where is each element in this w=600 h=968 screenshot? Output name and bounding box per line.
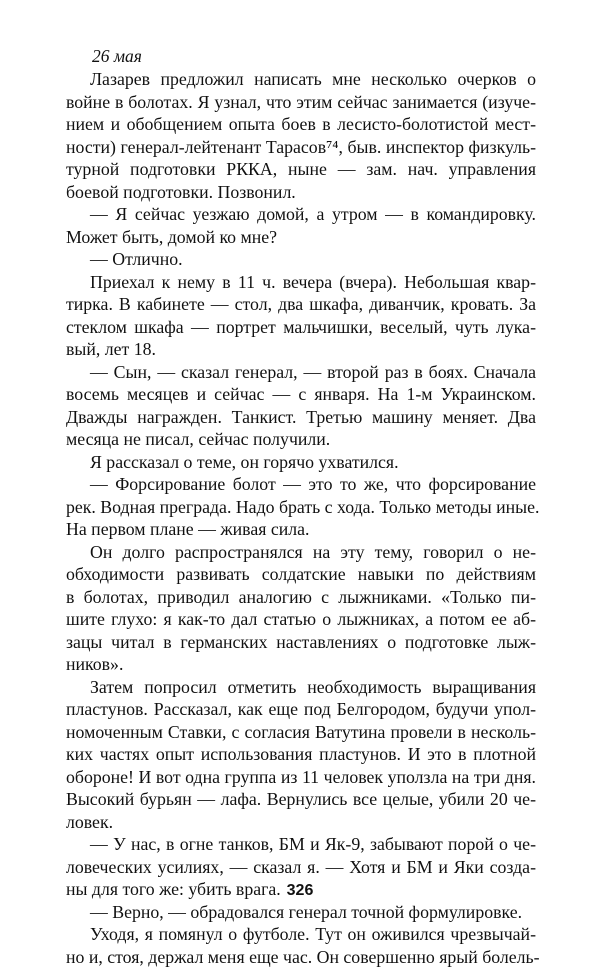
text-line: месяца не писал, сейчас получили. [66,428,536,451]
text-block [66,68,536,968]
text-line: — Верно, — обрадовался генерал точной формулировке. [66,901,536,924]
text-line: Лазарев предложил написать мне несколько очерков о [66,68,536,91]
text-line: восемь месяцев и сейчас — с января. На 1-м Украинском. [66,383,536,406]
text-line: обходимости развивать солдатские навыки по действиям [66,563,536,586]
text-line: Я рассказал о теме, он горячо ухватился. [66,451,536,474]
text-line: ны для того же: убить врага. [66,878,536,901]
text-line: зацы читал в германских наставлениях о подготовке лыж- [66,631,536,654]
text-line: ловеческих усилиях, — сказал я. — Хотя и БМ и Яки созда- [66,856,536,879]
entry-date: 26 мая [92,44,536,68]
text-line: обороне! И вот одна группа из 11 человек уползла на три дня. [66,766,536,789]
text-line: ких частях опыт использования пластунов. И это в плотной [66,743,536,766]
text-line: — Я сейчас уезжаю домой, а утром — в командировку. [66,203,536,226]
text-line: Может быть, домой ко мне? [66,226,536,249]
text-line: боевой подготовки. Позвонил. [66,181,536,204]
text-line: турной подготовки РККА, ныне — зам. нач. управления [66,158,536,181]
text-line: рек. Водная преграда. Надо брать с хода. Только методы иные. [66,496,536,519]
text-line: На первом плане — живая сила. [66,518,536,541]
text-line: нием и обобщением опыта боев в лесисто-болотистой мест- [66,113,536,136]
text-line: ловек. [66,811,536,834]
text-line: пластунов. Рассказал, как еще под Белгородом, будучи упол- [66,698,536,721]
text-line: Приехал к нему в 11 ч. вечера (вчера). Небольшая квар- [66,271,536,294]
text-line: стеклом шкафа — портрет мальчишки, веселый, чуть лука- [66,316,536,339]
text-line: — Форсирование болот — это то же, что форсирование [66,473,536,496]
text-line: — Отлично. [66,248,536,271]
text-line: войне в болотах. Я узнал, что этим сейчас занимается (изуче- [66,91,536,114]
text-line: Высокий бурьян — лафа. Вернулись все целые, убили 20 че- [66,788,536,811]
text-line: номоченным Ставки, с согласия Ватутина провели в несколь- [66,721,536,744]
text-line: в болотах, приводил аналогию с лыжниками. «Только пи- [66,586,536,609]
text-line: Уходя, я помянул о футболе. Тут он оживился чрезвычай- [66,923,536,946]
text-line: ников». [66,653,536,676]
text-line: но и, стоя, держал меня еще час. Он совершенно ярый болель- [66,946,536,968]
page-number: 326 [0,882,600,900]
text-line: Он долго распространялся на эту тему, говорил о не- [66,541,536,564]
text-line: Затем попросил отметить необходимость выращивания [66,676,536,699]
text-line: тирка. В кабинете — стол, два шкафа, диванчик, кровать. За [66,293,536,316]
text-line: ности) генерал-лейтенант Тарасов⁷⁴, быв. инспектор физкуль- [66,136,536,159]
text-line: Дважды награжден. Танкист. Третью машину меняет. Два [66,406,536,429]
page-body [66,44,536,968]
text-line: шите глухо: я как-то дал статью о лыжниках, а потом ее аб- [66,608,536,631]
text-line: — У нас, в огне танков, БМ и Як-9, забывают порой о че- [66,833,536,856]
text-line: вый, лет 18. [66,338,536,361]
text-line: — Сын, — сказал генерал, — второй раз в боях. Сначала [66,361,536,384]
